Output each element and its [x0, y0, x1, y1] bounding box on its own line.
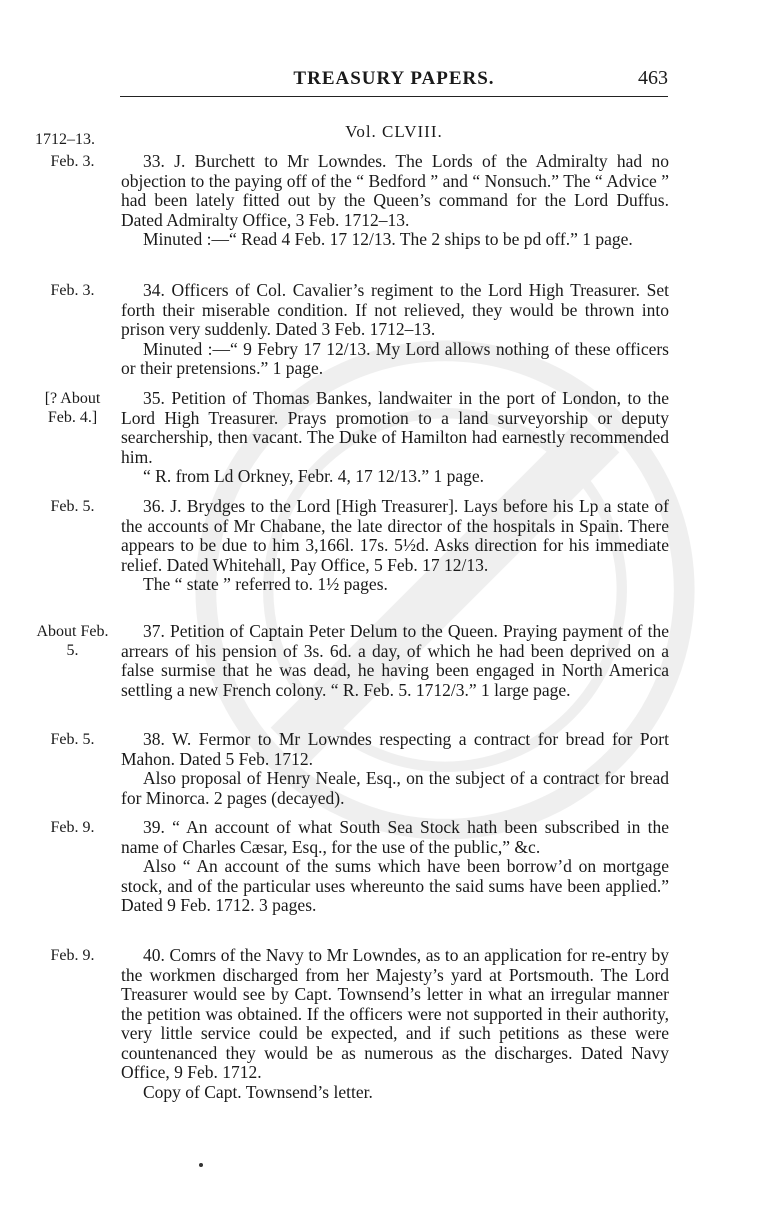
print-speck	[199, 1163, 203, 1167]
entry-note: Minuted :—“ 9 Febry 17 12/13. My Lord allows nothing of these officers or their pretensions.” 1 page.	[121, 338, 669, 378]
entry-body	[121, 497, 669, 595]
entry-text: 38. W. Fermor to Mr Lowndes respecting a contract for bread for Port Mahon. Dated 5 Feb. 1712.	[121, 729, 669, 769]
entry-text: 34. Officers of Col. Cavalier’s regiment to the Lord High Treasurer. Set forth their miserable condition. If not relieved, they would be thrown into prison very suddenly. Dated 3 Feb. 1712–13.	[121, 280, 669, 339]
entry-text: 40. Comrs of the Navy to Mr Lowndes, as to an application for re-entry by the workmen discharged from her Majesty’s yard at Portsmouth. The Lord Treasurer would see by Capt. Townsend’s letter in what an irregular manner the petition was obtained. If the officers were not supported in their authority, very little service could be expected, and if such petitions as these were countenanced they would be as numerous as the discharges. Dated Navy Office, 9 Feb. 1712.	[121, 945, 669, 1082]
entry-body	[121, 946, 669, 1102]
header-rule	[120, 96, 668, 97]
entry-note: Also “ An account of the sums which have been borrow’d on mortgage stock, and of the particular uses whereunto the said sums have been applied.” Dated 9 Feb. 1712. 3 pages.	[121, 856, 669, 915]
entry-date: Feb. 5.	[50, 498, 95, 515]
entry-date: About Feb. 5.	[36, 623, 109, 659]
running-title: TREASURY PAPERS.	[293, 68, 495, 89]
year-margin: 1712–13.	[35, 131, 95, 148]
volume-heading: Vol. CLVIII.	[345, 122, 443, 141]
entry-date: Feb. 5.	[50, 731, 95, 748]
entry-body	[121, 730, 669, 808]
page-header	[120, 64, 668, 94]
entry-body	[121, 818, 669, 916]
entry-date: [? About Feb. 4.]	[44, 390, 101, 426]
entry-text: 33. J. Burchett to Mr Lowndes. The Lords of the Admiralty had no objection to the paying off of the “ Bedford ” and “ Nonsuch.” The “ Advice ” had been lately fitted out by the Queen’s command for the Lord Duffus. Dated Admiralty Office, 3 Feb. 1712–13.	[121, 151, 669, 230]
entry-note: The “ state ” referred to. 1½ pages.	[143, 574, 388, 594]
page-number: 463	[638, 67, 668, 89]
entry-date: Feb. 9.	[50, 947, 95, 964]
entry-body	[121, 389, 669, 487]
entry-body	[121, 152, 669, 250]
entry-text: 36. J. Brydges to the Lord [High Treasurer]. Lays before his Lp a state of the accounts of Mr Chabane, the late director of the hospitals in Spain. There appears to be due to him 3,166l. 17s. 5½d. Asks direction for his immediate relief. Dated Whitehall, Pay Office, 5 Feb. 17 12/13.	[121, 496, 669, 575]
entry-text: 35. Petition of Thomas Bankes, landwaiter in the port of London, to the Lord High Treasurer. Prays promotion to a land surveyorship or deputy searchership, then vacant. The Duke of Hamilton had earnestly recommended him.	[121, 388, 669, 467]
entry-text: 39. “ An account of what South Sea Stock hath been subscribed in the name of Charles Cæsar, Esq., for the use of the public,” &c.	[121, 817, 669, 857]
entry-body	[121, 622, 669, 700]
entry-date: Feb. 3.	[50, 153, 95, 170]
entry-date: Feb. 9.	[50, 819, 95, 836]
entry-date: Feb. 3.	[50, 282, 95, 299]
entry-note: “ R. from Ld Orkney, Febr. 4, 17 12/13.” 1 page.	[143, 466, 485, 486]
entry-note: Also proposal of Henry Neale, Esq., on the subject of a contract for bread for Minorca. 2 pages (decayed).	[121, 768, 669, 808]
entry-body	[121, 281, 669, 379]
entry-note: Copy of Capt. Townsend’s letter.	[143, 1081, 373, 1102]
entry-note: Minuted :—“ Read 4 Feb. 17 12/13. The 2 ships to be pd off.” 1 page.	[143, 229, 633, 249]
entry-text: 37. Petition of Captain Peter Delum to the Queen. Praying payment of the arrears of his pension of 3s. 6d. a day, of which he had been deprived on a false surmise that he was dead, he having been engaged in North America settling a new French colony. “ R. Feb. 5. 1712/3.” 1 large page.	[121, 621, 669, 700]
